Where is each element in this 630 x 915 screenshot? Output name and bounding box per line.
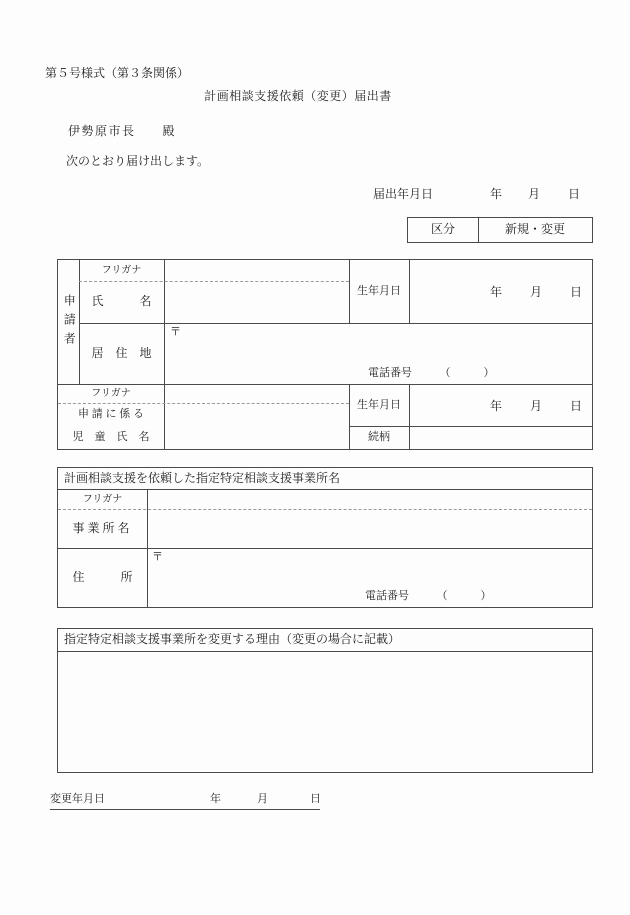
applicant-furigana-value-cell [164,260,349,281]
notification-date-year: 年 [490,187,503,201]
child-relation-label: 続柄 [368,431,390,444]
applicant-phone-label: 電話番号 （ ） [368,367,495,379]
child-relation-value-cell [409,426,592,449]
office-furigana-value-cell [147,489,592,509]
office-name-value-cell [147,509,592,548]
reason-body-cell [58,651,592,772]
applicant-residence-label: 居 住 地 [91,345,152,360]
applicant-birthdate-label: 生年月日 [357,285,401,298]
child-birthdate-year: 年 [489,398,502,413]
notification-date-month: 月 [528,187,541,201]
change-date-month: 月 [257,793,268,805]
applicant-name-value-cell [164,281,349,323]
category-label: 区分 [430,222,455,237]
notification-date-label: 届出年月日 [373,187,434,201]
child-birthdate-label: 生年月日 [357,398,401,411]
office-address-label: 住 所 [72,569,133,584]
office-table-header: 計画相談支援を依頼した指定特定相談支援事業所名 [64,470,341,485]
applicant-birthdate-value-cell [409,260,592,323]
applicant-birthdate-day: 日 [569,285,582,299]
change-date-label: 変更年月日 [50,793,105,805]
office-phone-label: 電話番号 （ ） [365,590,492,602]
child-birthdate-value-cell [409,384,592,426]
applicant-postal-mark: 〒 [170,326,181,338]
office-furigana-label: フリガナ [82,493,123,505]
office-table [57,467,593,608]
applicant-name-label: 氏 名 [91,294,152,309]
applicant-residence-value-cell [164,323,592,384]
change-date-row [50,792,320,810]
applicant-table [57,259,593,450]
applicant-group-label: 申請者 [62,293,77,351]
office-name-label: 事業所名 [72,520,133,535]
applicant-group-label-cell [58,260,79,384]
change-date-year: 年 [210,793,221,805]
applicant-furigana-label: フリガナ [101,265,142,276]
addressee: 伊勢原市長 殿 [68,124,177,138]
office-address-value-cell [147,548,592,607]
child-birthdate-day: 日 [569,398,582,413]
notification-date-day: 日 [568,187,581,201]
applicant-birthdate-year: 年 [489,285,502,299]
declaration-text: 次のとおり届け出します。 [66,154,210,168]
change-date-day: 日 [310,793,321,805]
child-name-label-line2: 児 童 氏 名 [72,431,150,444]
form-title: 計画相談支援依頼（変更）届出書 [204,89,392,103]
child-name-value-cell [164,384,349,449]
reason-table-header: 指定特定相談支援事業所を変更する理由（変更の場合に記載） [64,632,401,647]
category-value: 新規・変更 [504,222,565,237]
child-birthdate-month: 月 [529,398,542,413]
reason-table [57,628,593,773]
category-box [407,217,593,243]
child-name-label-cell [58,384,164,449]
child-furigana-label: フリガナ [91,388,131,399]
applicant-birthdate-month: 月 [529,285,542,299]
child-name-label-line1: 申 請 に 係 る [78,408,144,421]
form-number: 第５号様式（第３条関係） [45,66,190,80]
office-postal-mark: 〒 [152,551,163,563]
